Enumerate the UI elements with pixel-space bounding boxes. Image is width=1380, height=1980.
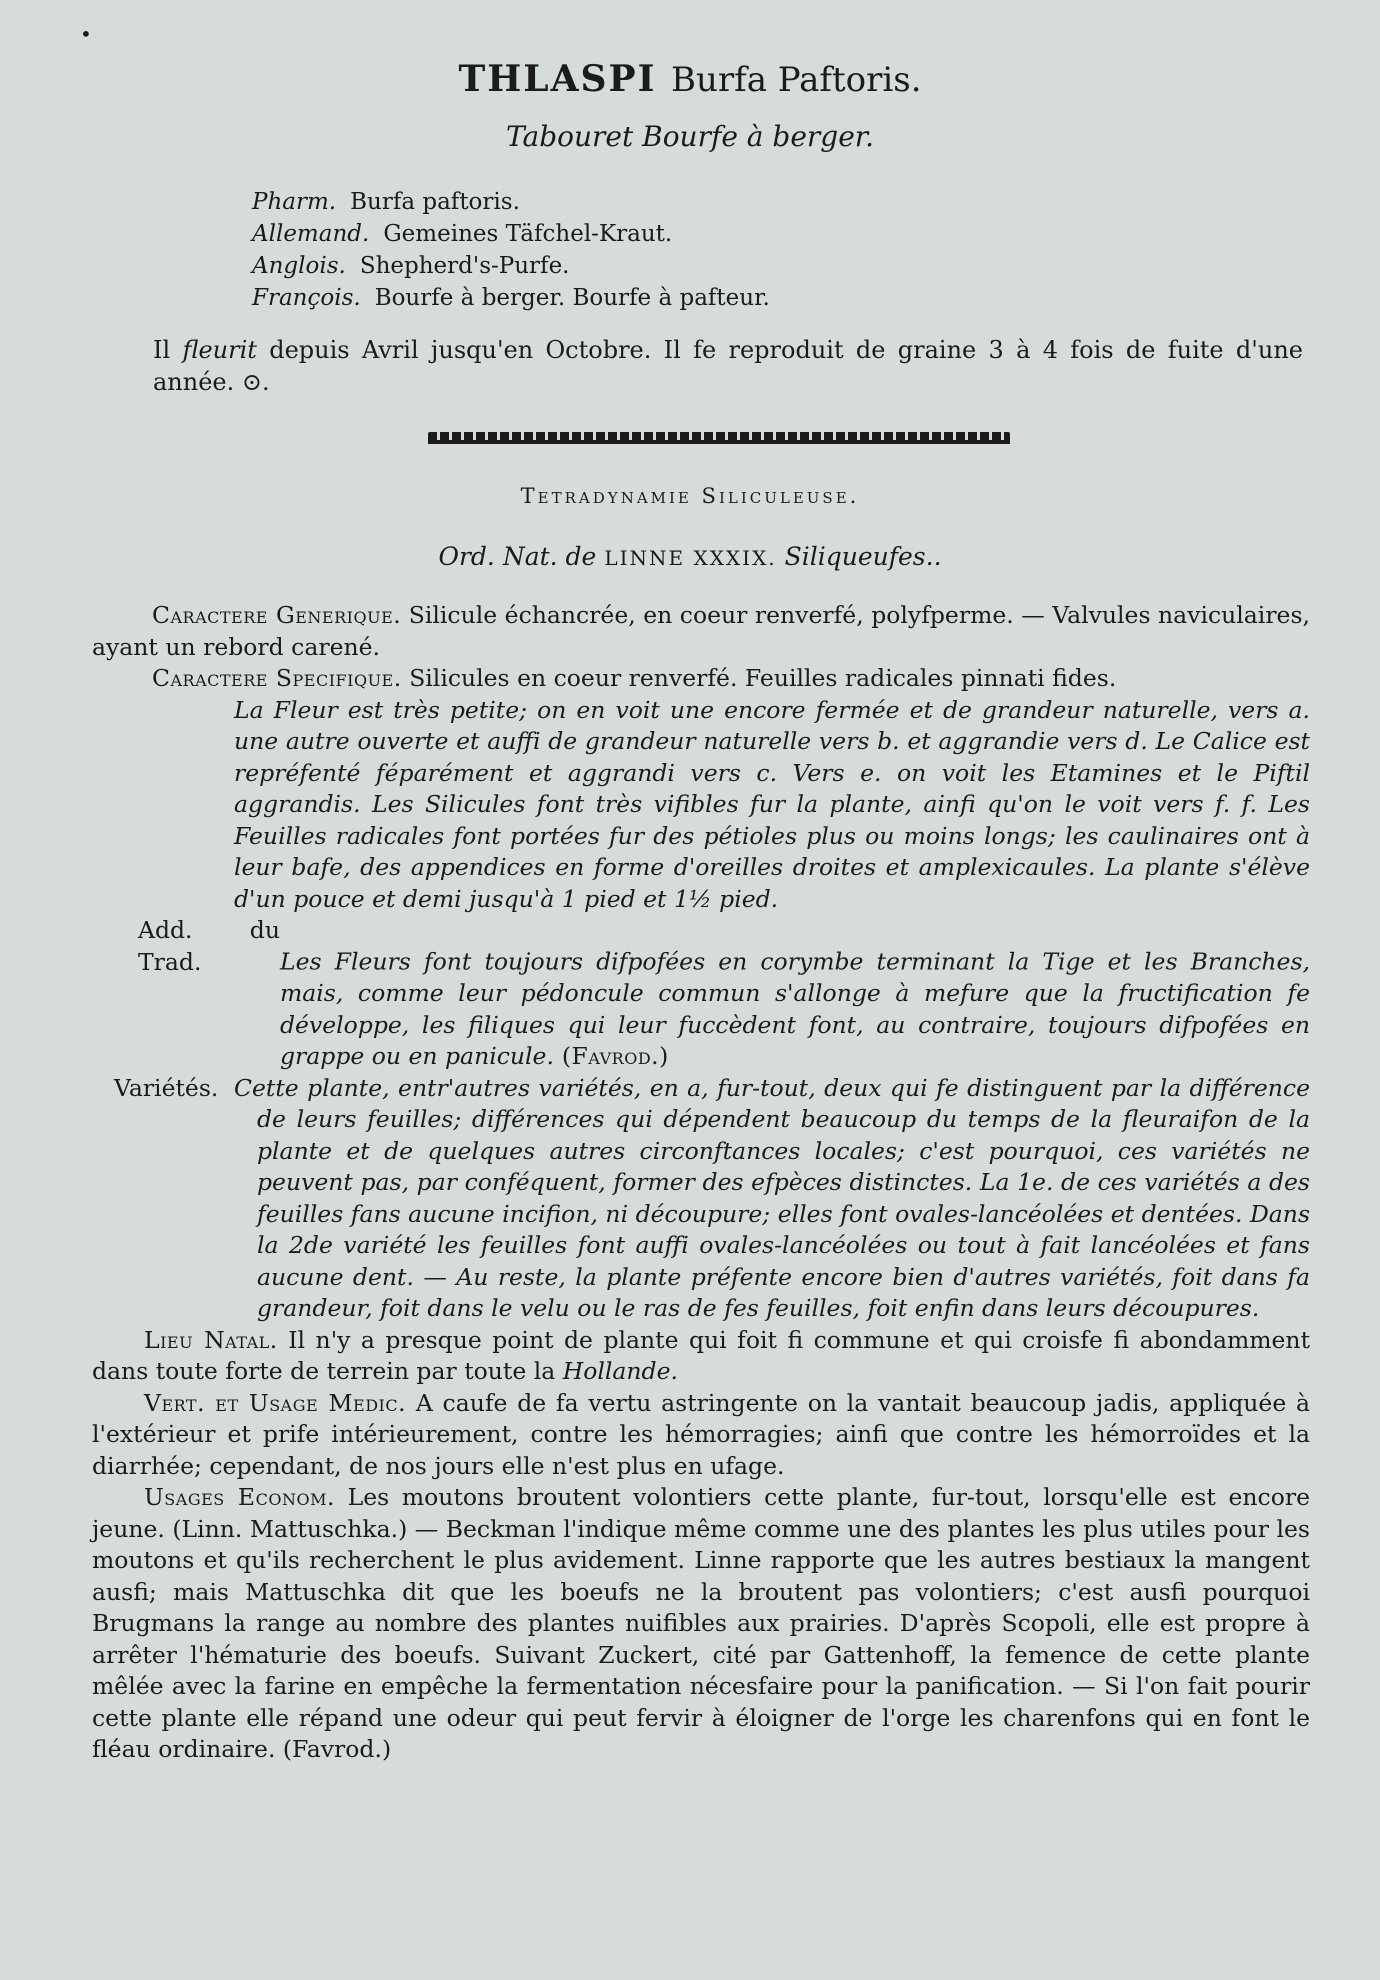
specific-character: Caractere Specifique. Silicules en coeur renverfé. Feuilles radicales pinnati fides. [152,664,1117,692]
page-subtitle: Tabouret Bourfe à berger. [506,120,874,153]
name-value: Burfa paftoris. [350,189,520,215]
vernacular-names [252,186,770,314]
name-row [252,218,770,250]
ornamental-rule-base [428,440,1010,444]
specific-description: La Fleur est très petite; on en voit une encore fermée et de grandeur naturelle, vers a. une autre ouverte et auffi de grandeur naturelle vers b. et aggrandie vers d. Le Calice est repréfenté féparément et aggrandi vers c. Vers e. on voit les Etamines et le Piftil aggrandis. Les Silicules font très vifibles fur la plante, ainfi qu'on le voit vers f. f. Les Feuilles radicales font portées fur des pétioles plus ou moins longs; les caulinaires ont à leur bafe, des appendices en forme d'oreilles droites et amplexicaules. La plante s'élève d'un pouce et demi jusqu'à 1 pied et 1½ pied. [234,695,1310,913]
varieties: Variétés. Cette plante, entr'autres variétés, en a, fur-tout, deux qui fe distinguent par la différence de leurs feuilles; différences qui dépendent beaucoup du temps de la fleuraifon de la plante et de quelques autres circonftances locales; c'est pourquoi, ces variétés ne peuvent pas, par conféquent, former des efpèces distinctes. La 1e. de ces variétés a des feuilles fans aucune incifion, ni découpure; elles font ovales-lancéolées et dentées. Dans la 2de variété les feuilles font auffi ovales-lancéolées ou tout à fait lancéolées et fans aucune dent. — Au reste, la plante préfente encore bien d'autres variétés, foit dans fa grandeur, foit dans le velu ou le ras de fes feuilles, foit enfin dans leurs découpures. [114,1073,1310,1322]
fleurit-word: fleurit [182,336,257,364]
natural-order: Ord. Nat. de LINNE XXXIX. Siliqueufes.. [438,542,942,571]
linnaean-class: Tetradynamie Siliculeuse. [520,484,860,508]
economic-use: Usages Econom. Les moutons broutent volontiers cette plante, fur-tout, lorsqu'elle est encore jeune. (Linn. Mattuschka.) — Beckman l'indique même comme une des plantes les plus utiles pour les moutons et qu'ils recherchent le plus avidement. Linne rapporte que les autres bestiaux la mangent ausfi; mais Mattuschka dit que les boeufs ne la broutent pas volontiers; c'est ausfi pourquoi Brugmans la range au nombre des plantes nuifibles aux prairies. D'après Scopoli, elle est propre à arrêter l'hématurie des boeufs. Suivant Zuckert, cité par Gattenhoff, la femence de cette plante mêlée avec la farine en empêche la fermentation nécesfaire pour la panification. — Si l'on fait pourir cette plante elle répand une odeur qui peut fervir à éloigner de l'orge les charenfons qui en font le fléau ordinaire. (Favrod.) [92,1483,1310,1763]
title-genus: THLASPI [458,58,657,100]
name-language: Allemand. [252,221,370,247]
generic-character: Caractere Generique. Silicule échancrée, en coeur renverfé, polyfperme. — Valvules naviculaires, ayant un rebord carené. [92,601,1310,661]
name-language: François. [252,285,361,311]
page-title [0,58,1380,100]
flowering-note: Il fleurit depuis Avril jusqu'en Octobre. Il fe reproduit de graine 3 à 4 fois de fuite d'une année. ⊙. [153,336,1303,396]
name-row [252,250,770,282]
translator-addition: Add. du Trad. Les Fleurs font toujours difpofées en corymbe terminant la Tige et les Branches, mais, comme leur pédoncule commun s'allonge à mefure que la fructification fe développe, les filiques qui leur fuccèdent font, au contraire, toujours difpofées en grappe ou en panicule. (Favrod.) [138,916,1310,1070]
name-language: Pharm. [252,189,337,215]
name-value: Bourfe à berger. Bourfe à pafteur. [374,285,770,311]
name-language: Anglois. [252,253,346,279]
native-place: Lieu Natal. Il n'y a presque point de plante qui foit fi commune et qui croisfe fi abondamment dans toute forte de terrein par toute la Hollande. [92,1325,1311,1385]
name-row [252,186,770,218]
ink-dot: • [80,22,92,46]
medical-use: Vert. et Usage Medic. A caufe de fa vertu astringente on la vantait beaucoup jadis, appliquée à l'extérieur et prife intérieurement, contre les hémorragies; ainfi que contre les hémorroïdes et la diarrhée; cependant, de nos jours elle n'est plus en ufage. [92,1388,1310,1480]
name-value: Gemeines Täfchel-Kraut. [383,221,673,247]
title-species: Burfa Paftoris. [670,60,922,100]
name-row [252,282,770,314]
name-value: Shepherd's-Purfe. [359,253,570,279]
description-body [92,600,1310,1766]
